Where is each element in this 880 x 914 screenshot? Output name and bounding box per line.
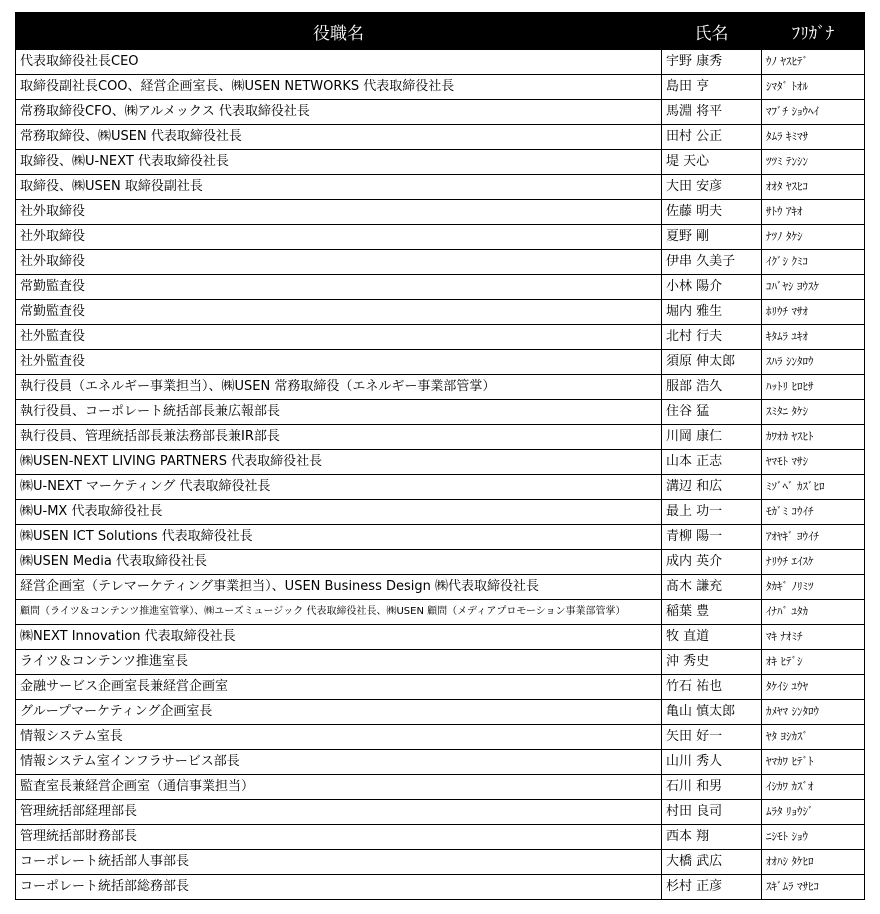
header-row xyxy=(16,13,865,50)
row-name-cell: 服部 浩久 xyxy=(662,375,762,400)
table-row xyxy=(16,375,865,400)
row-title-cell: グループマーケティング企画室長 xyxy=(16,700,662,725)
row-kana-cell: ﾅﾂﾉ ﾀｹｼ xyxy=(762,225,865,250)
row-title-cell: 社外取締役 xyxy=(16,250,662,275)
row-name-cell: 村田 良司 xyxy=(662,800,762,825)
row-name-cell: 夏野 剛 xyxy=(662,225,762,250)
row-kana-cell: ｵｵﾀ ﾔｽﾋｺ xyxy=(762,175,865,200)
row-title-cell: 情報システム室長 xyxy=(16,725,662,750)
row-kana-cell: ｼﾏﾀﾞ ﾄｵﾙ xyxy=(762,75,865,100)
row-kana-cell: ﾑﾗﾀ ﾘｮｳｼﾞ xyxy=(762,800,865,825)
row-title-cell: 経営企画室（テレマーケティング事業担当）、USEN Business Design ㈱代表取締役社長 xyxy=(16,575,662,600)
row-kana-cell: ｽﾐﾀﾆ ﾀｹｼ xyxy=(762,400,865,425)
table-row xyxy=(16,200,865,225)
row-kana-cell: ﾔﾏﾓﾄ ﾏｻｼ xyxy=(762,450,865,475)
row-kana-cell: ｵｷ ﾋﾃﾞｼ xyxy=(762,650,865,675)
row-name-cell: 大田 安彦 xyxy=(662,175,762,200)
row-kana-cell: ｱｵﾔｷﾞ ﾖｳｲﾁ xyxy=(762,525,865,550)
row-title-cell: ㈱USEN Media 代表取締役社長 xyxy=(16,550,662,575)
row-title-cell: 社外監査役 xyxy=(16,325,662,350)
table-row xyxy=(16,775,865,800)
row-title-cell: 執行役員（エネルギー事業担当）、㈱USEN 常務取締役（エネルギー事業部管掌） xyxy=(16,375,662,400)
row-title-cell: ㈱NEXT Innovation 代表取締役社長 xyxy=(16,625,662,650)
row-title-cell: 取締役、㈱U-NEXT 代表取締役社長 xyxy=(16,150,662,175)
table-row xyxy=(16,700,865,725)
row-name-cell: 住谷 猛 xyxy=(662,400,762,425)
row-kana-cell: ｷﾀﾑﾗ ﾕｷｵ xyxy=(762,325,865,350)
table-row xyxy=(16,300,865,325)
table-row xyxy=(16,125,865,150)
row-name-cell: 田村 公正 xyxy=(662,125,762,150)
row-kana-cell: ﾆｼﾓﾄ ｼｮｳ xyxy=(762,825,865,850)
row-name-cell: 堀内 雅生 xyxy=(662,300,762,325)
row-name-cell: 牧 直道 xyxy=(662,625,762,650)
row-name-cell: 島田 亨 xyxy=(662,75,762,100)
row-title-cell: 情報システム室インフラサービス部長 xyxy=(16,750,662,775)
row-title-cell: コーポレート統括部総務部長 xyxy=(16,875,662,900)
header-name: 氏名 xyxy=(662,13,762,50)
row-name-cell: 堤 天心 xyxy=(662,150,762,175)
row-name-cell: 川岡 康仁 xyxy=(662,425,762,450)
header-kana: ﾌﾘｶﾞﾅ xyxy=(762,13,865,50)
row-name-cell: 矢田 好一 xyxy=(662,725,762,750)
row-name-cell: 山本 正志 xyxy=(662,450,762,475)
table-row xyxy=(16,325,865,350)
row-kana-cell: ﾏｷ ﾅｵﾐﾁ xyxy=(762,625,865,650)
row-title-cell: 管理統括部財務部長 xyxy=(16,825,662,850)
row-kana-cell: ﾀﾑﾗ ｷﾐﾏｻ xyxy=(762,125,865,150)
table-row xyxy=(16,825,865,850)
row-name-cell: 最上 功一 xyxy=(662,500,762,525)
table-row xyxy=(16,425,865,450)
row-kana-cell: ｶﾜｵｶ ﾔｽﾋﾄ xyxy=(762,425,865,450)
row-name-cell: 大橋 武広 xyxy=(662,850,762,875)
row-title-cell: 執行役員、管理統括部長兼法務部長兼IR部長 xyxy=(16,425,662,450)
row-kana-cell: ｳﾉ ﾔｽﾋﾃﾞ xyxy=(762,50,865,75)
table-row xyxy=(16,800,865,825)
officers-table xyxy=(15,12,865,900)
row-title-cell: 取締役、㈱USEN 取締役副社長 xyxy=(16,175,662,200)
table-row xyxy=(16,750,865,775)
row-kana-cell: ﾂﾂﾐ ﾃﾝｼﾝ xyxy=(762,150,865,175)
table-row xyxy=(16,850,865,875)
row-kana-cell: ﾔﾀ ﾖｼｶｽﾞ xyxy=(762,725,865,750)
row-title-cell: 管理統括部経理部長 xyxy=(16,800,662,825)
row-title-cell: ㈱U-NEXT マーケティング 代表取締役社長 xyxy=(16,475,662,500)
table-row xyxy=(16,50,865,75)
row-name-cell: 亀山 慎太郎 xyxy=(662,700,762,725)
table-row xyxy=(16,725,865,750)
row-name-cell: 須原 伸太郎 xyxy=(662,350,762,375)
table-row xyxy=(16,450,865,475)
row-name-cell: 溝辺 和広 xyxy=(662,475,762,500)
row-name-cell: 成内 英介 xyxy=(662,550,762,575)
row-kana-cell: ｲｼｶﾜ ｶｽﾞｵ xyxy=(762,775,865,800)
row-name-cell: 沖 秀史 xyxy=(662,650,762,675)
row-title-cell: 社外取締役 xyxy=(16,225,662,250)
row-kana-cell: ﾎﾘｳﾁ ﾏｻｵ xyxy=(762,300,865,325)
table-row xyxy=(16,500,865,525)
table-row xyxy=(16,675,865,700)
row-title-cell: 執行役員、コーポレート統括部長兼広報部長 xyxy=(16,400,662,425)
row-kana-cell: ｲﾅﾊﾞ ﾕﾀｶ xyxy=(762,600,865,625)
row-title-cell: 常務取締役CFO、㈱アルメックス 代表取締役社長 xyxy=(16,100,662,125)
row-title-cell: 監査室長兼経営企画室（通信事業担当） xyxy=(16,775,662,800)
row-kana-cell: ﾅﾘｳﾁ ｴｲｽｹ xyxy=(762,550,865,575)
row-name-cell: 山川 秀人 xyxy=(662,750,762,775)
table-row xyxy=(16,275,865,300)
row-title-cell: 取締役副社長COO、経営企画室長、㈱USEN NETWORKS 代表取締役社長 xyxy=(16,75,662,100)
row-kana-cell: ｺﾊﾞﾔｼ ﾖｳｽｹ xyxy=(762,275,865,300)
row-name-cell: 小林 陽介 xyxy=(662,275,762,300)
row-name-cell: 宇野 康秀 xyxy=(662,50,762,75)
table-row xyxy=(16,400,865,425)
row-title-cell: 顧問（ライツ＆コンテンツ推進室管掌）、㈱ユーズミュージック 代表取締役社長、㈱USEN 顧問（メディアプロモーション事業部管掌） xyxy=(16,600,662,625)
table-row xyxy=(16,525,865,550)
row-name-cell: 青柳 陽一 xyxy=(662,525,762,550)
table-body xyxy=(16,50,865,900)
header-title: 役職名 xyxy=(16,13,662,50)
row-title-cell: 社外取締役 xyxy=(16,200,662,225)
row-kana-cell: ｽｷﾞﾑﾗ ﾏｻﾋｺ xyxy=(762,875,865,900)
row-kana-cell: ｶﾒﾔﾏ ｼﾝﾀﾛｳ xyxy=(762,700,865,725)
row-kana-cell: ﾔﾏｶﾜ ﾋﾃﾞﾄ xyxy=(762,750,865,775)
table-row xyxy=(16,225,865,250)
table-row xyxy=(16,875,865,900)
table-row xyxy=(16,100,865,125)
row-name-cell: 西本 翔 xyxy=(662,825,762,850)
row-title-cell: ㈱USEN ICT Solutions 代表取締役社長 xyxy=(16,525,662,550)
row-title-cell: 社外監査役 xyxy=(16,350,662,375)
row-name-cell: 北村 行夫 xyxy=(662,325,762,350)
row-kana-cell: ﾊｯﾄﾘ ﾋﾛﾋｻ xyxy=(762,375,865,400)
table-row xyxy=(16,250,865,275)
row-name-cell: 石川 和男 xyxy=(662,775,762,800)
table-row xyxy=(16,150,865,175)
table-row xyxy=(16,625,865,650)
row-title-cell: 代表取締役社長CEO xyxy=(16,50,662,75)
table-row xyxy=(16,475,865,500)
row-title-cell: 金融サービス企画室長兼経営企画室 xyxy=(16,675,662,700)
row-kana-cell: ｻﾄｳ ｱｷｵ xyxy=(762,200,865,225)
row-kana-cell: ﾓｶﾞﾐ ｺｳｲﾁ xyxy=(762,500,865,525)
table-row xyxy=(16,650,865,675)
row-kana-cell: ﾀｹｲｼ ﾕｳﾔ xyxy=(762,675,865,700)
row-kana-cell: ｲｸﾞｼ ｸﾐｺ xyxy=(762,250,865,275)
row-title-cell: ㈱USEN-NEXT LIVING PARTNERS 代表取締役社長 xyxy=(16,450,662,475)
row-kana-cell: ﾐｿﾞﾍﾞ ｶｽﾞﾋﾛ xyxy=(762,475,865,500)
row-name-cell: 佐藤 明夫 xyxy=(662,200,762,225)
row-name-cell: 竹石 祐也 xyxy=(662,675,762,700)
row-title-cell: 常勤監査役 xyxy=(16,275,662,300)
row-name-cell: 稲葉 豊 xyxy=(662,600,762,625)
row-title-cell: 常勤監査役 xyxy=(16,300,662,325)
row-title-cell: 常務取締役、㈱USEN 代表取締役社長 xyxy=(16,125,662,150)
row-kana-cell: ｵｵﾊｼ ﾀｹﾋﾛ xyxy=(762,850,865,875)
row-kana-cell: ﾀｶｷﾞ ﾉﾘﾐﾂ xyxy=(762,575,865,600)
row-name-cell: 髙木 謙充 xyxy=(662,575,762,600)
row-title-cell: ㈱U-MX 代表取締役社長 xyxy=(16,500,662,525)
table-row xyxy=(16,575,865,600)
row-name-cell: 伊串 久美子 xyxy=(662,250,762,275)
row-name-cell: 杉村 正彦 xyxy=(662,875,762,900)
table-row xyxy=(16,600,865,625)
table-row xyxy=(16,350,865,375)
table-row xyxy=(16,175,865,200)
table-row xyxy=(16,75,865,100)
row-title-cell: ライツ＆コンテンツ推進室長 xyxy=(16,650,662,675)
row-title-cell: コーポレート統括部人事部長 xyxy=(16,850,662,875)
row-kana-cell: ｽﾊﾗ ｼﾝﾀﾛｳ xyxy=(762,350,865,375)
row-kana-cell: ﾏﾌﾞﾁ ｼｮｳﾍｲ xyxy=(762,100,865,125)
row-name-cell: 馬淵 将平 xyxy=(662,100,762,125)
table-row xyxy=(16,550,865,575)
